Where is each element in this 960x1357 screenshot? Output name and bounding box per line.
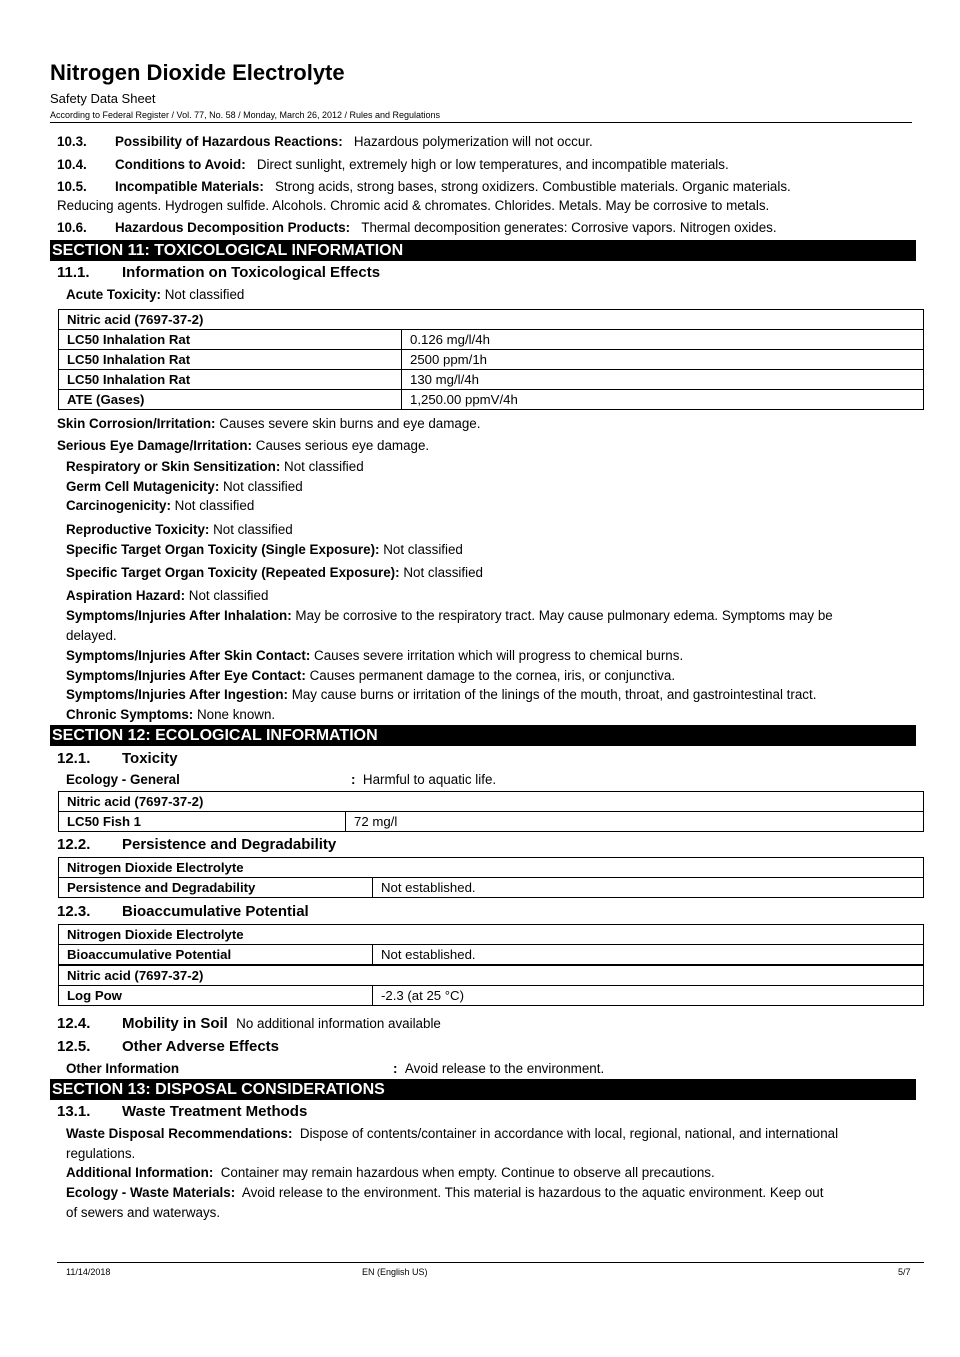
- subsection-number: 12.1.: [57, 750, 91, 767]
- ecology-general-label: Ecology - General: [66, 772, 180, 787]
- field-value: Not classified: [188, 588, 269, 603]
- table-substance: Nitrogen Dioxide Electrolyte: [59, 858, 924, 878]
- subsection-13-1: [57, 1103, 307, 1120]
- subsection-label: Information on Toxicological Effects: [122, 264, 381, 281]
- table-row: [59, 878, 924, 898]
- subsection-12-3: [57, 903, 309, 920]
- item-text: Strong acids, strong bases, strong oxidizers. Combustible materials. Organic materials.: [275, 179, 791, 194]
- item-label: Incompatible Materials:: [115, 179, 264, 194]
- symptoms-inhalation: [66, 607, 833, 624]
- symptoms-inhalation-continued: delayed.: [66, 628, 117, 643]
- table-key: Persistence and Degradability: [59, 878, 373, 898]
- field-label: Aspiration Hazard:: [66, 588, 186, 603]
- field-label: Ecology - Waste Materials:: [66, 1185, 236, 1200]
- table-substance: Nitrogen Dioxide Electrolyte: [59, 925, 924, 945]
- table-substance: Nitric acid (7697-37-2): [59, 792, 924, 812]
- footer-divider: [57, 1262, 924, 1263]
- additional-information: [66, 1164, 715, 1181]
- field-value: Not classified: [403, 565, 483, 580]
- table-key: LC50 Inhalation Rat: [59, 350, 402, 370]
- table-key: Bioaccumulative Potential: [59, 945, 373, 966]
- regulation-line: According to Federal Register / Vol. 77, No. 58 / Monday, March 26, 2012 / Rules and Regulations: [50, 110, 441, 120]
- ecology-general-value: [351, 771, 496, 788]
- field-value: May be corrosive to the respiratory tract. May cause pulmonary edema. Symptoms may be: [295, 608, 833, 623]
- germ-cell-mutagenicity: [66, 478, 303, 495]
- field-value: Avoid release to the environment. This material is hazardous to the aquatic environment. Keep out: [241, 1185, 824, 1200]
- field-value: Avoid release to the environment.: [404, 1061, 605, 1076]
- subsection-number: 12.4.: [57, 1015, 91, 1032]
- footer-language: EN (English US): [362, 1267, 428, 1277]
- waste-disposal-continued: regulations.: [66, 1146, 136, 1161]
- acute-toxicity: [66, 286, 244, 303]
- field-value: Not classified: [213, 522, 293, 537]
- subsection-text: No additional information available: [236, 1016, 441, 1031]
- item-number: 10.3.: [57, 134, 87, 149]
- subsection-label: Bioaccumulative Potential: [122, 903, 309, 920]
- field-value: Causes permanent damage to the cornea, iris, or conjunctiva.: [309, 668, 676, 683]
- table-row: [59, 858, 924, 878]
- section-12-heading: SECTION 12: ECOLOGICAL INFORMATION: [50, 725, 916, 746]
- field-value: Not classified: [284, 459, 364, 474]
- field-label: Acute Toxicity:: [66, 287, 161, 302]
- field-value: Harmful to aquatic life.: [362, 772, 497, 787]
- carcinogenicity: [66, 497, 254, 514]
- footer-date: 11/14/2018: [66, 1267, 111, 1277]
- field-label: Symptoms/Injuries After Inhalation:: [66, 608, 292, 623]
- table-row: [59, 350, 924, 370]
- table-row: [59, 390, 924, 410]
- table-value: 2500 ppm/1h: [402, 350, 924, 370]
- document-title: Nitrogen Dioxide Electrolyte: [50, 60, 345, 85]
- field-label: Specific Target Organ Toxicity (Repeated Exposure):: [66, 565, 400, 580]
- subsection-label: Other Adverse Effects: [122, 1038, 280, 1055]
- subsection-11-1: [57, 264, 380, 281]
- item-number: 10.6.: [57, 220, 87, 235]
- field-label: Reproductive Toxicity:: [66, 522, 210, 537]
- eye-damage: [57, 437, 429, 454]
- item-label: Possibility of Hazardous Reactions:: [115, 134, 343, 149]
- subsection-12-1: [57, 750, 178, 767]
- ecology-waste-materials: [66, 1184, 823, 1201]
- table-value: 72 mg/l: [346, 812, 924, 832]
- table-row: [59, 965, 924, 986]
- other-information-value: [393, 1060, 604, 1077]
- persistence-table: [58, 857, 924, 898]
- field-value: Dispose of contents/container in accordance with local, regional, national, and international: [299, 1126, 839, 1141]
- subsection-12-4: [57, 1015, 441, 1032]
- field-label: Specific Target Organ Toxicity (Single Exposure):: [66, 542, 380, 557]
- item-text: Hazardous polymerization will not occur.: [353, 134, 593, 149]
- field-value: None known.: [196, 707, 276, 722]
- table-row: [59, 330, 924, 350]
- field-label: Carcinogenicity:: [66, 498, 171, 513]
- subsection-number: 12.3.: [57, 903, 91, 920]
- chronic-symptoms: [66, 706, 275, 723]
- item-text: Direct sunlight, extremely high or low temperatures, and incompatible materials.: [256, 157, 729, 172]
- field-value: Container may remain hazardous when empty. Continue to observe all precautions.: [220, 1165, 715, 1180]
- table-value: Not established.: [373, 945, 924, 966]
- field-label: Symptoms/Injuries After Eye Contact:: [66, 668, 306, 683]
- table-substance: Nitric acid (7697-37-2): [59, 965, 924, 986]
- field-label: Respiratory or Skin Sensitization:: [66, 459, 281, 474]
- aspiration-hazard: [66, 587, 268, 604]
- table-value: Not established.: [373, 878, 924, 898]
- field-label: Symptoms/Injuries After Skin Contact:: [66, 648, 311, 663]
- table-value: 1,250.00 ppmV/4h: [402, 390, 924, 410]
- ecology-waste-materials-continued: of sewers and waterways.: [66, 1205, 221, 1220]
- field-value: Not classified: [164, 287, 245, 302]
- field-colon: :: [351, 772, 356, 787]
- item-10-3: [57, 133, 593, 150]
- item-10-4: [57, 156, 729, 173]
- stot-single: [66, 541, 463, 558]
- subsection-label: Mobility in Soil: [122, 1015, 228, 1032]
- field-label: Symptoms/Injuries After Ingestion:: [66, 687, 288, 702]
- field-label: Additional Information:: [66, 1165, 214, 1180]
- subsection-label: Persistence and Degradability: [122, 836, 337, 853]
- footer-page-number: 5/7: [898, 1267, 911, 1277]
- subsection-number: 13.1.: [57, 1103, 91, 1120]
- other-information-label: Other Information: [66, 1061, 180, 1076]
- table-key: Log Pow: [59, 986, 373, 1006]
- field-value: Causes serious eye damage.: [255, 438, 430, 453]
- section-11-heading: SECTION 11: TOXICOLOGICAL INFORMATION: [50, 240, 916, 261]
- item-number: 10.5.: [57, 179, 87, 194]
- field-value: Causes severe skin burns and eye damage.: [219, 416, 481, 431]
- subsection-12-2: [57, 836, 336, 853]
- subsection-number: 11.1.: [57, 264, 90, 281]
- field-colon: :: [393, 1061, 398, 1076]
- subsection-number: 12.5.: [57, 1038, 91, 1055]
- item-label: Conditions to Avoid:: [115, 157, 246, 172]
- subsection-label: Waste Treatment Methods: [122, 1103, 308, 1120]
- table-key: LC50 Fish 1: [59, 812, 346, 832]
- item-text: Thermal decomposition generates: Corrosive vapors. Nitrogen oxides.: [361, 220, 777, 235]
- waste-disposal: [66, 1125, 838, 1142]
- fish-toxicity-table: [58, 791, 924, 832]
- field-label: Germ Cell Mutagenicity:: [66, 479, 220, 494]
- table-value: -2.3 (at 25 °C): [373, 986, 924, 1006]
- table-row: [59, 370, 924, 390]
- respiratory-sensitization: [66, 458, 364, 475]
- table-key: LC50 Inhalation Rat: [59, 370, 402, 390]
- item-10-5: [57, 178, 791, 195]
- reproductive-toxicity: [66, 521, 293, 538]
- item-10-5-continued: Reducing agents. Hydrogen sulfide. Alcohols. Chromic acid & chromates. Chlorides. Metals. May be corrosive to metals.: [57, 198, 770, 213]
- field-label: Serious Eye Damage/Irritation:: [57, 438, 252, 453]
- table-row: [59, 986, 924, 1006]
- table-substance: Nitric acid (7697-37-2): [59, 310, 924, 330]
- subsection-12-5: [57, 1038, 279, 1055]
- table-value: 130 mg/l/4h: [402, 370, 924, 390]
- field-value: Not classified: [223, 479, 303, 494]
- item-label: Hazardous Decomposition Products:: [115, 220, 351, 235]
- symptoms-ingestion: [66, 686, 816, 703]
- bioaccumulative-table: [58, 924, 924, 1006]
- document-subtitle: Safety Data Sheet: [50, 91, 156, 106]
- table-row: [59, 945, 924, 966]
- field-value: Not classified: [174, 498, 255, 513]
- item-10-6: [57, 219, 777, 236]
- symptoms-eye-contact: [66, 667, 675, 684]
- header-divider: [50, 122, 912, 123]
- table-row: [59, 812, 924, 832]
- field-value: Causes severe irritation which will progress to chemical burns.: [314, 648, 684, 663]
- field-value: Not classified: [383, 542, 463, 557]
- subsection-label: Toxicity: [122, 750, 178, 767]
- field-label: Skin Corrosion/Irritation:: [57, 416, 216, 431]
- nitric-acid-toxicity-table: [58, 309, 924, 410]
- table-key: LC50 Inhalation Rat: [59, 330, 402, 350]
- table-row: [59, 925, 924, 945]
- table-value: 0.126 mg/l/4h: [402, 330, 924, 350]
- section-13-heading: SECTION 13: DISPOSAL CONSIDERATIONS: [50, 1079, 916, 1100]
- field-label: Waste Disposal Recommendations:: [66, 1126, 293, 1141]
- table-row: [59, 792, 924, 812]
- skin-corrosion: [57, 415, 480, 432]
- stot-repeated: [66, 564, 483, 581]
- table-row: [59, 310, 924, 330]
- field-label: Chronic Symptoms:: [66, 707, 194, 722]
- table-key: ATE (Gases): [59, 390, 402, 410]
- item-number: 10.4.: [57, 157, 87, 172]
- field-value: May cause burns or irritation of the linings of the mouth, throat, and gastrointestinal tract.: [291, 687, 817, 702]
- subsection-number: 12.2.: [57, 836, 91, 853]
- symptoms-skin-contact: [66, 647, 683, 664]
